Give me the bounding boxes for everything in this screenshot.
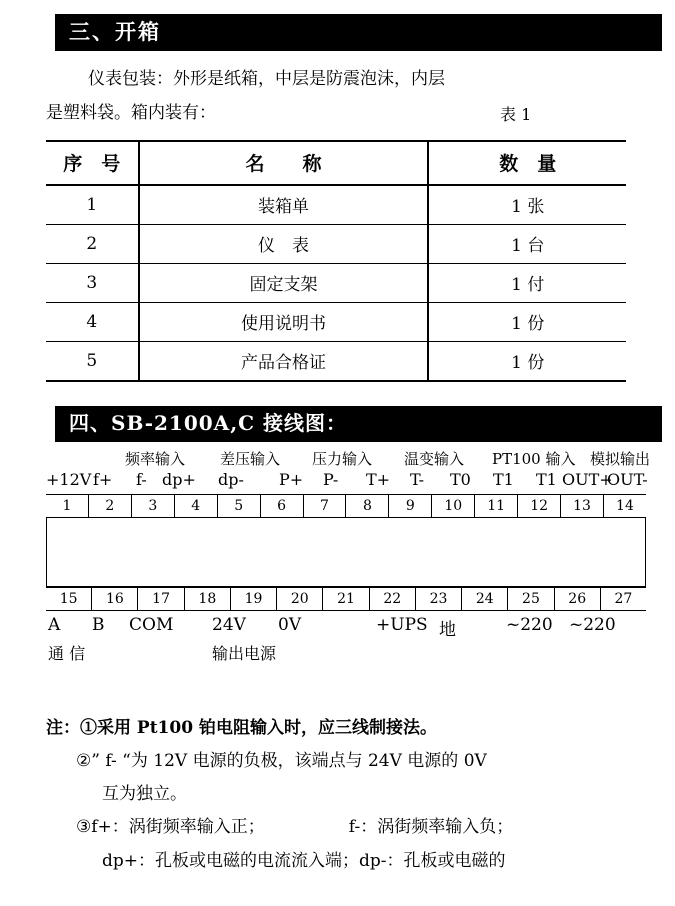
bottom-group-label: 输出电源: [212, 644, 277, 663]
terminal-block-body: [46, 518, 646, 587]
terminal-number: 13: [561, 495, 604, 517]
terminal-number: 8: [346, 495, 389, 517]
notes-block: [46, 712, 656, 878]
cell-no: 1: [46, 185, 139, 225]
cell-name: 使用说明书: [139, 303, 429, 342]
terminal-signal-name: dp-: [218, 470, 244, 489]
terminal-number: 6: [261, 495, 304, 517]
terminal-signal-name: OUT+: [562, 470, 613, 489]
terminal-number: 23: [416, 588, 462, 610]
terminal-number: 9: [389, 495, 432, 517]
cell-no: 3: [46, 264, 139, 303]
terminal-number: 27: [614, 591, 633, 607]
terminal-signal-name: P+: [279, 470, 304, 489]
note-3-text-a: ③f+：涡街频率输入正；: [76, 817, 265, 838]
note-line-4: [46, 811, 656, 844]
intro-line-2: 是塑料袋。箱内装有：: [46, 103, 216, 123]
terminal-row-top: [46, 494, 646, 518]
cell-name: 仪 表: [139, 225, 429, 264]
terminal-signal-name: T0: [450, 470, 471, 489]
cell-qty: 1 台: [428, 225, 626, 264]
terminal-number: 11: [475, 495, 518, 517]
column-header-name: 名 称: [139, 141, 429, 185]
cell-name: 固定支架: [139, 264, 429, 303]
terminal-number: 7: [304, 495, 347, 517]
terminal-number: 14: [616, 498, 634, 514]
bottom-group-label: 通 信: [48, 644, 86, 663]
bottom-terminal-names: [46, 615, 646, 641]
wiring-diagram: [46, 448, 651, 667]
terminal-number: 21: [323, 588, 369, 610]
bottom-terminal-name: +UPS: [376, 615, 428, 635]
note-2-text: ②” f- “为 12V 电源的负极，该端点与 24V 电源的 0V: [76, 751, 487, 772]
terminal-number: 19: [231, 588, 277, 610]
table-header-row: [46, 141, 626, 185]
table-row: [46, 303, 626, 342]
bottom-terminal-name: COM: [129, 615, 174, 635]
cell-no: 4: [46, 303, 139, 342]
cell-qty: 1 付: [428, 264, 626, 303]
terminal-number: 16: [92, 588, 138, 610]
cell-qty: 1 张: [428, 185, 626, 225]
column-header-no: 序 号: [46, 141, 139, 185]
terminal-number: 15: [46, 588, 92, 610]
table-row: [46, 225, 626, 264]
cell-no: 5: [46, 342, 139, 382]
cell-qty: 1 份: [428, 342, 626, 382]
signal-group-label: 温变输入: [404, 450, 465, 468]
terminal-signal-name: dp+: [162, 470, 196, 489]
terminal-number: 3: [132, 495, 175, 517]
terminal-number: 18: [185, 588, 231, 610]
packing-list-table: [46, 140, 626, 382]
cell-name: 产品合格证: [139, 342, 429, 382]
intro-line-1: 仪表包装：外形是纸箱，中层是防震泡沫，内层: [88, 69, 445, 89]
terminal-signal-name: T-: [410, 470, 425, 489]
terminal-number: 10: [432, 495, 475, 517]
signal-group-labels: [80, 448, 651, 470]
cell-no: 2: [46, 225, 139, 264]
bottom-group-labels: [46, 641, 646, 667]
note-1-text: ①采用 Pt100 铂电阻输入时，应三线制接法。: [80, 718, 437, 738]
cell-name: 装箱单: [139, 185, 429, 225]
bottom-terminal-name: 24V: [212, 615, 246, 635]
terminal-signal-name: +12V: [46, 470, 92, 489]
bottom-terminal-name: 0V: [278, 615, 302, 635]
terminal-number: 24: [462, 588, 508, 610]
table-row: [46, 185, 626, 225]
terminal-number: 20: [277, 588, 323, 610]
note-lead: 注：: [46, 718, 80, 738]
note-line-2: [46, 745, 656, 778]
table-row: [46, 264, 626, 303]
note-line-3: [46, 778, 656, 811]
table-caption: 表 1: [500, 105, 532, 124]
note-line-5: [46, 845, 656, 878]
terminal-signal-names: [46, 470, 646, 494]
terminal-signal-name: OUT-: [607, 470, 648, 489]
terminal-number: 4: [175, 495, 218, 517]
bottom-terminal-name: ~220: [506, 615, 553, 635]
terminal-signal-name: P-: [323, 470, 339, 489]
terminal-signal-name: T1: [493, 470, 514, 489]
signal-group-label: 频率输入: [125, 450, 186, 468]
terminal-number: 2: [89, 495, 132, 517]
terminal-number: 22: [370, 588, 416, 610]
note-2-cont: 互为独立。: [102, 784, 187, 805]
terminal-number: 5: [218, 495, 261, 517]
bottom-terminal-name: ~220: [569, 615, 616, 635]
terminal-number: 17: [138, 588, 184, 610]
section-header-wiring: 四、SB-2100A,C 接线图：: [55, 406, 662, 442]
table-row: [46, 342, 626, 382]
bottom-terminal-name: B: [92, 615, 105, 635]
terminal-number: 12: [518, 495, 561, 517]
bottom-terminal-name: A: [48, 615, 61, 635]
cell-qty: 1 份: [428, 303, 626, 342]
note-3-text-d: dp-：孔板或电磁的: [359, 850, 506, 871]
signal-group-label: 差压输入: [220, 450, 281, 468]
bottom-terminal-name: 地: [439, 620, 456, 640]
section-header-unboxing: 三、开箱: [55, 14, 662, 51]
signal-group-label: 模拟输出: [590, 450, 651, 468]
terminal-signal-name: f-: [136, 470, 147, 489]
note-3-text-c: dp+：孔板或电磁的电流流入端；: [102, 850, 360, 871]
signal-group-label: 压力输入: [312, 450, 373, 468]
intro-paragraph: [46, 62, 646, 130]
terminal-signal-name: f+: [93, 470, 113, 489]
note-3-text-b: f-：涡街频率输入负；: [348, 817, 514, 838]
terminal-row-bottom: [46, 587, 646, 611]
terminal-signal-name: T1: [536, 470, 557, 489]
terminal-number: 25: [508, 588, 554, 610]
signal-group-label: PT100 输入: [492, 450, 576, 468]
terminal-number: 1: [46, 495, 89, 517]
note-line-1: [46, 712, 656, 745]
terminal-number: 26: [555, 588, 601, 610]
terminal-signal-name: T+: [366, 470, 391, 489]
column-header-qty: 数 量: [428, 141, 626, 185]
